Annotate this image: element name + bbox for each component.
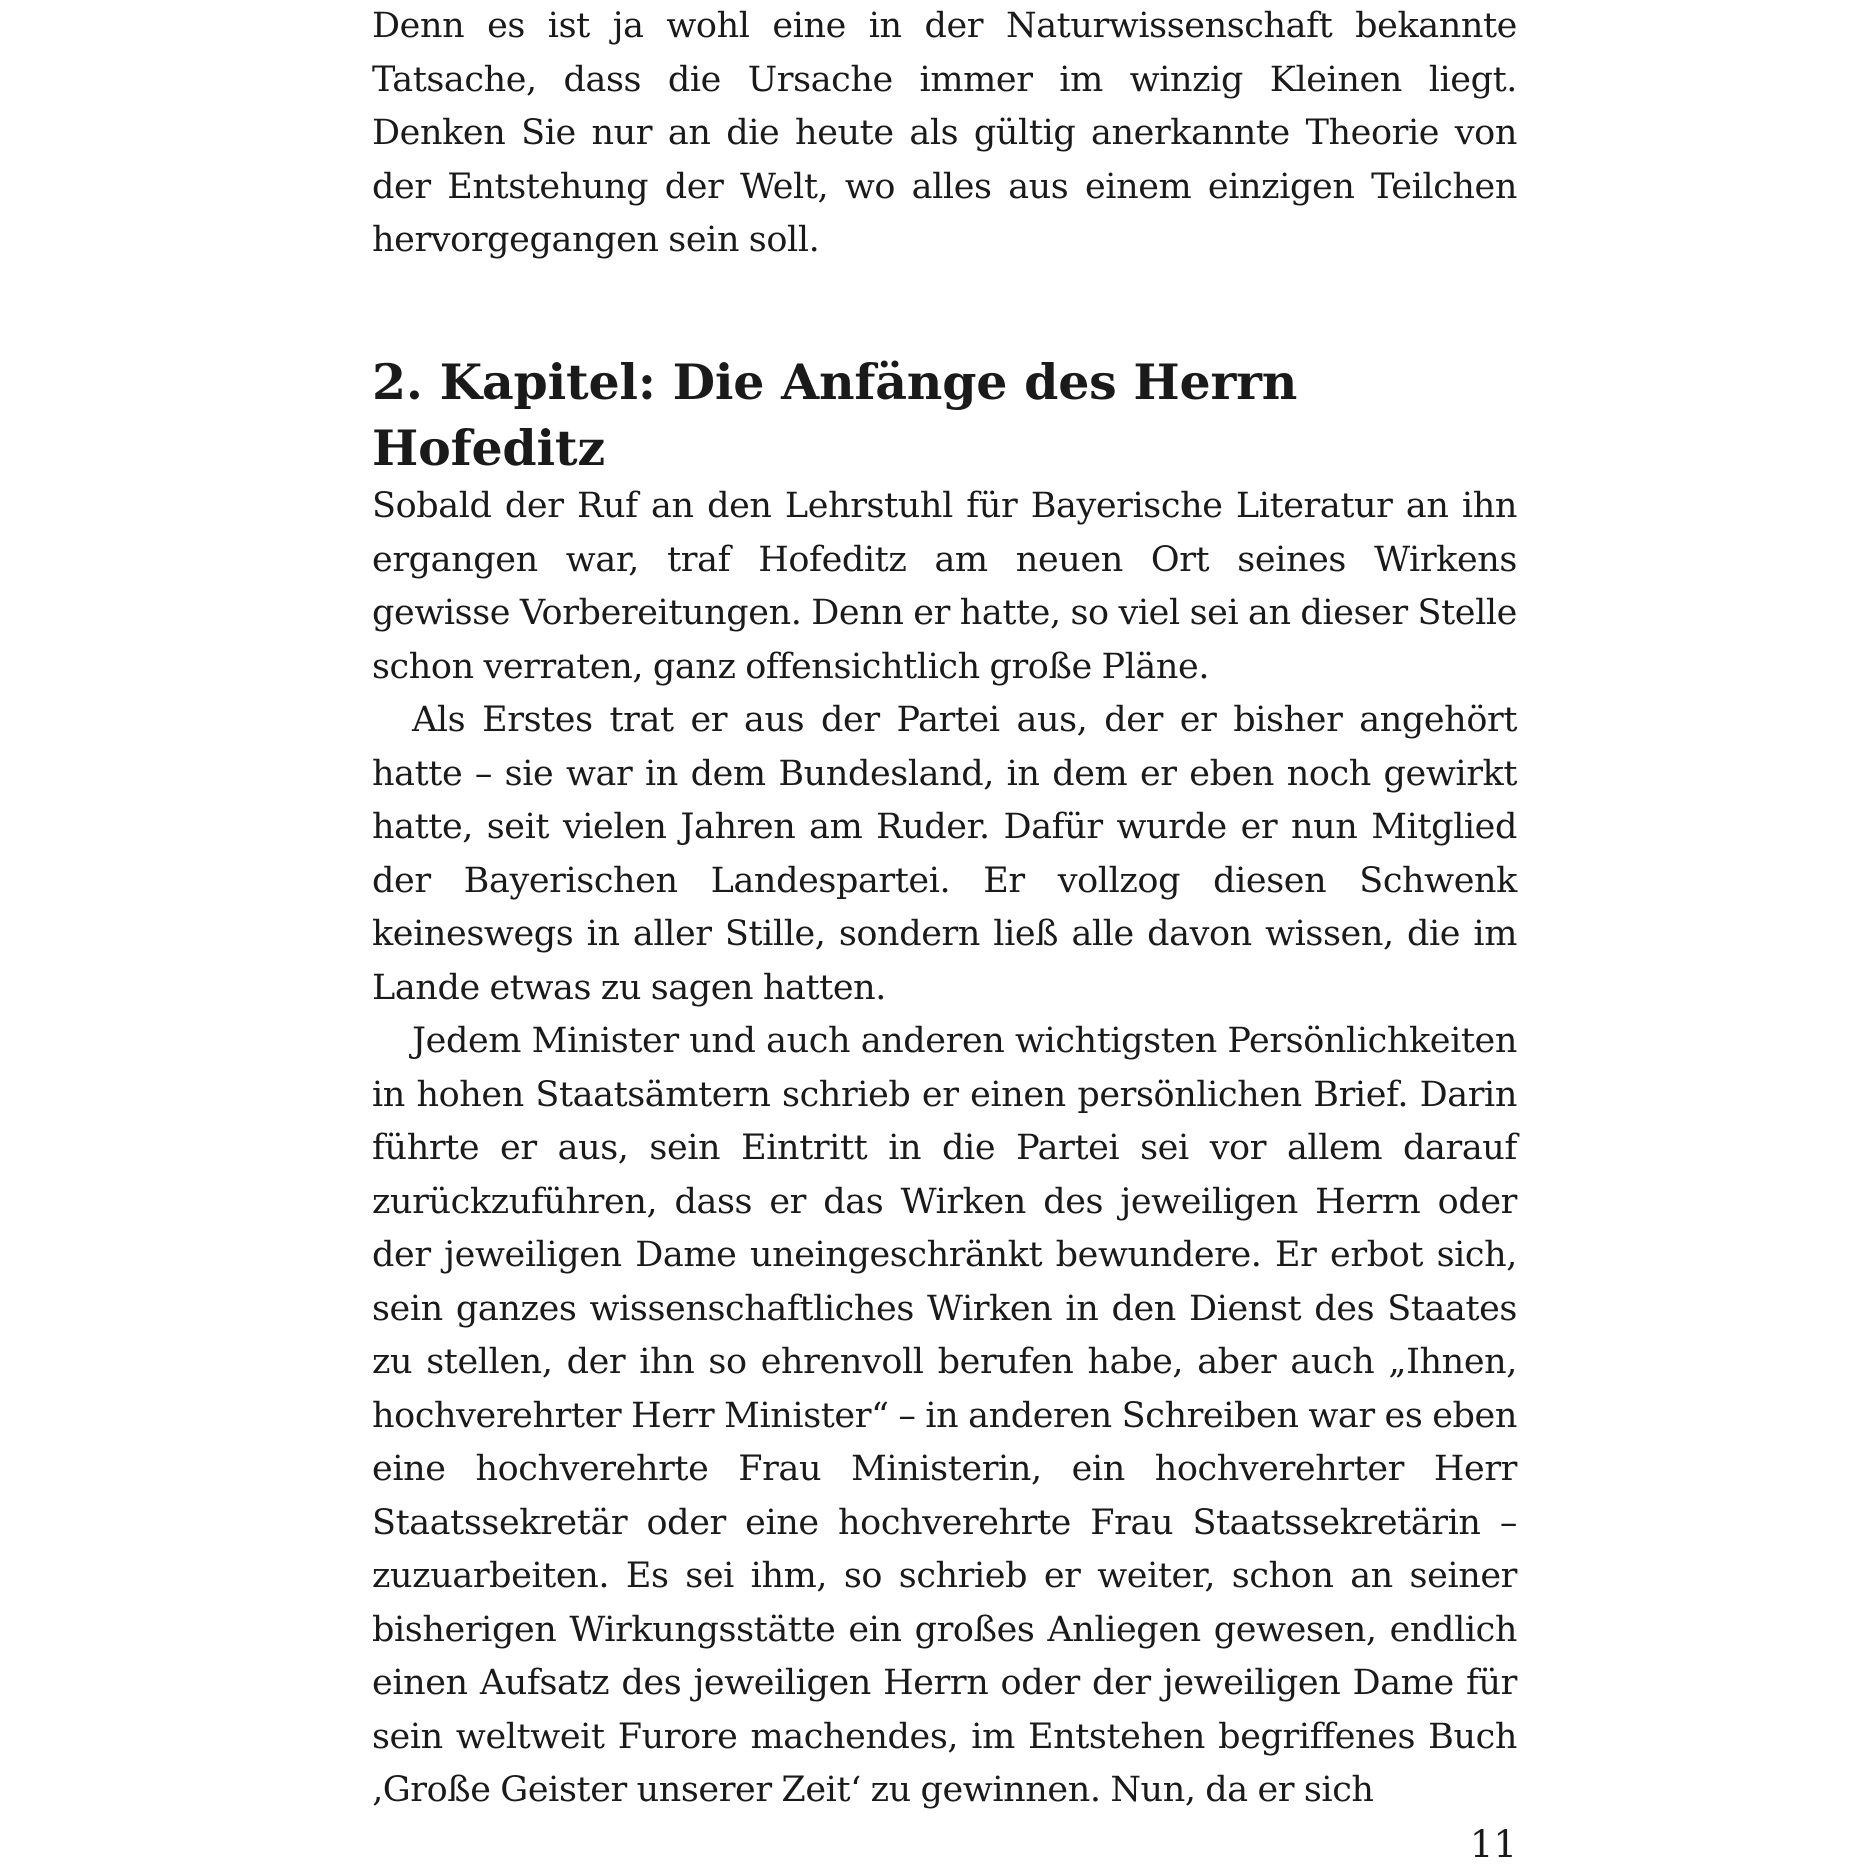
- chapter-paragraph-1: Sobald der Ruf an den Lehrstuhl für Bayerische Literatur an ihn ergangen war, traf Hofeditz am neuen Ort seines Wirkens gewisse Vorbereitungen. Denn er hatte, so viel sei an dieser Stelle schon verraten, ganz offensichtlich große Pläne.: [372, 486, 1517, 687]
- chapter-paragraph-3: Jedem Minister und auch anderen wichtigsten Persönlichkeiten in hohen Staatsämtern schrieb er einen persönlichen Brief. Darin führte er aus, sein Eintritt in die Partei sei vor allem darauf zurückzuführen, dass er das Wirken des jeweiligen Herrn oder der jeweiligen Dame uneingeschränkt bewundere. Er erbot sich, sein ganzes wissenschaftliches Wirken in den Dienst des Staates zu stellen, der ihn so ehrenvoll berufen habe, aber auch „Ihnen, hochverehrter Herr Minister“ – in anderen Schreiben war es eben eine hochverehrte Frau Ministerin, ein hochverehrter Herr Staatssekretär oder eine hochverehrte Frau Staatssekretärin – zuzuarbeiten. Es sei ihm, so schrieb er weiter, schon an seiner bisherigen Wirkungsstätte ein großes Anliegen gewesen, endlich einen Aufsatz des jeweiligen Herrn oder der jeweiligen Dame für sein weltweit Furore machendes, im Entstehen begriffenes Buch ‚Große Geister unserer Zeit‘ zu gewinnen. Nun, da er sich: [372, 1021, 1517, 1810]
- chapter-paragraph-2: Als Erstes trat er aus der Partei aus, der er bisher angehört hatte – sie war in dem Bundesland, in dem er eben noch gewirkt hatte, seit vielen Jahren am Ruder. Dafür wurde er nun Mitglied der Bayerischen Landespartei. Er vollzog diesen Schwenk keineswegs in aller Stille, sondern ließ alle davon wissen, die im Lande etwas zu sagen hatten.: [372, 700, 1517, 1008]
- page-number: 11: [1469, 1823, 1517, 1866]
- chapter-title: 2. Kapitel: Die Anfänge des Herrn Hofeditz: [372, 353, 1298, 477]
- book-page: [372, 0, 1517, 1865]
- chapter-body: [372, 480, 1517, 1818]
- intro-paragraph-block: [372, 0, 1517, 268]
- intro-paragraph: Denn es ist ja wohl eine in der Naturwissenschaft bekannte Tatsache, dass die Ursache immer im winzig Kleinen liegt. Denken Sie nur an die heute als gültig anerkannte Theorie von der Entstehung der Welt, wo alles aus einem einzigen Teilchen hervorgegangen sein soll.: [372, 6, 1517, 260]
